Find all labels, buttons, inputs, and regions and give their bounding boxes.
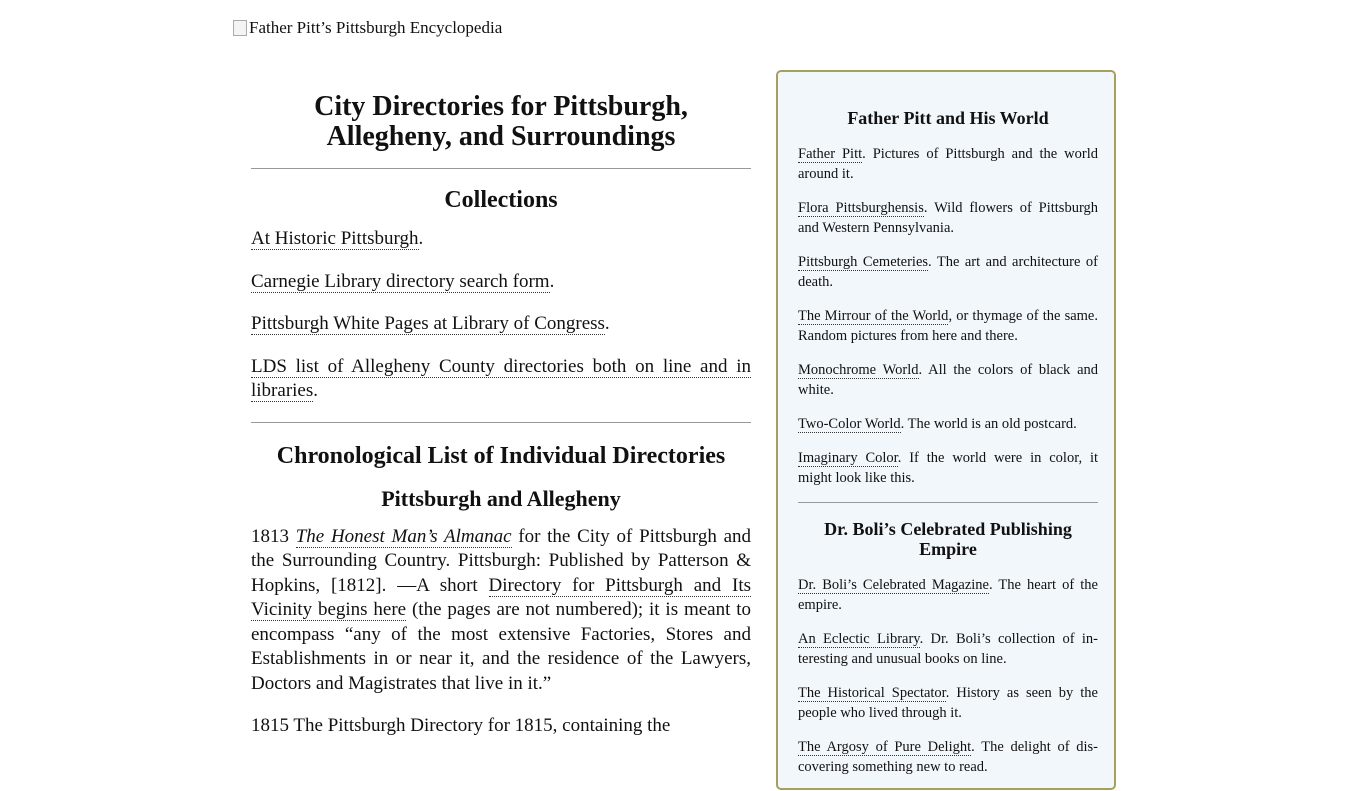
sidebar-item: The Mirrour of the World, or thymage of the same. Random pictures from here and there.	[798, 308, 1098, 344]
divider	[251, 168, 751, 169]
collection-item: LDS list of Allegheny County directories both on line and in libraries.	[251, 355, 751, 401]
sidebar-heading: Father Pitt and His World	[847, 108, 1049, 128]
sidebar	[776, 70, 1116, 790]
sidebar-divider	[798, 502, 1098, 503]
collection-item: Pittsburgh White Pages at Library of Congress.	[251, 313, 610, 334]
sidebar-link[interactable]: Father Pitt	[798, 146, 863, 162]
sidebar-item: Pittsburgh Cemeteries. The art and architecture of death.	[798, 254, 1098, 290]
sidebar-link[interactable]: Flora Pittsburghensis	[798, 200, 924, 216]
directory-entry: 1815 The Pittsburgh Directory for 1815, containing the	[251, 715, 671, 736]
site-logo[interactable]	[233, 18, 502, 38]
sidebar-item: Dr. Boli’s Celebrated Magazine. The heart of the empire.	[798, 577, 1098, 613]
sidebar-link[interactable]: The Historical Spectator	[798, 685, 946, 701]
logo-alt-text: Father Pitt’s Pittsburgh Encyclopedia	[249, 18, 503, 37]
sidebar-link[interactable]: Monochrome World	[798, 362, 919, 378]
collection-item: At Historic Pittsburgh.	[251, 228, 424, 249]
sidebar-item: The Argosy of Pure Delight. The delight of discovering something new to read.	[798, 739, 1098, 775]
collection-link[interactable]: Carnegie Library directory search form	[251, 270, 550, 292]
sidebar-item: Monochrome World. All the colors of black and white.	[798, 362, 1099, 398]
collections-heading: Collections	[444, 187, 558, 213]
collection-link[interactable]: Pittsburgh White Pages at Library of Congress	[251, 313, 605, 334]
sidebar-item: Father Pitt. Pictures of Pittsburgh and the world around it.	[798, 146, 1098, 182]
sidebar-link[interactable]: Dr. Boli’s Celebrated Magazine	[798, 577, 989, 593]
collection-item: Carnegie Library directory search form.	[251, 270, 555, 292]
directory-entry: 1813 The Honest Man’s Almanac for the City of Pittsburgh and the Surrounding Country. Pittsburgh: Published by Patterson & Hopkins, [1812]. —A short Directory for Pittsburgh and Its Vicinity begins here (the pages are not numbered); it is meant to encompass “any of the most extensive Factories, Stores and Establishments in or near it, and the residence of the Lawyers, Doctors and Magistrates that live in it.”	[251, 525, 752, 694]
sidebar-item: Flora Pittsburghensis. Wild flowers of Pittsburgh and Western Pennsylvania.	[798, 200, 1099, 236]
pittsburgh-allegheny-heading: Pittsburgh and Allegheny	[381, 485, 621, 511]
chronological-heading: Chronological List of Individual Directories	[276, 442, 726, 469]
sidebar-link[interactable]: Imaginary Color	[798, 450, 898, 466]
sidebar-item: An Eclectic Library. Dr. Boli’s collection of interesting and unusual books on line.	[798, 631, 1098, 667]
collection-link[interactable]: At Historic Pittsburgh	[251, 228, 419, 249]
sidebar-item: Two-Color World. The world is an old postcard.	[798, 416, 1077, 432]
almanac-link[interactable]: The Honest Man’s Almanac	[295, 525, 512, 547]
divider	[251, 422, 751, 423]
broken-image-icon	[233, 20, 247, 36]
main-content	[251, 90, 751, 757]
sidebar-link[interactable]: An Eclectic Library	[798, 631, 920, 647]
sidebar-link[interactable]: The Mirrour of the World	[798, 308, 949, 324]
sidebar-link[interactable]: Pittsburgh Cemeteries	[798, 254, 929, 270]
sidebar-link[interactable]: Two-Color World	[798, 416, 901, 432]
page-title: City Directories for Pittsburgh, Allegheny, and Surroundings	[314, 91, 688, 152]
sidebar-heading: Dr. Boli’s Celebrated Publishing Empire	[824, 519, 1072, 559]
collection-link[interactable]: LDS list of Allegheny County directories both on line and in libraries	[251, 355, 751, 401]
sidebar-item: The Historical Spectator. History as seen by the people who lived through it.	[798, 685, 1098, 721]
directory-link[interactable]: Directory for Pittsburgh and Its Vicinity begins here	[251, 574, 751, 620]
sidebar-link[interactable]: The Argosy of Pure Delight	[798, 739, 972, 755]
sidebar-item: Imaginary Color. If the world were in color, it might look like this.	[798, 450, 1098, 486]
